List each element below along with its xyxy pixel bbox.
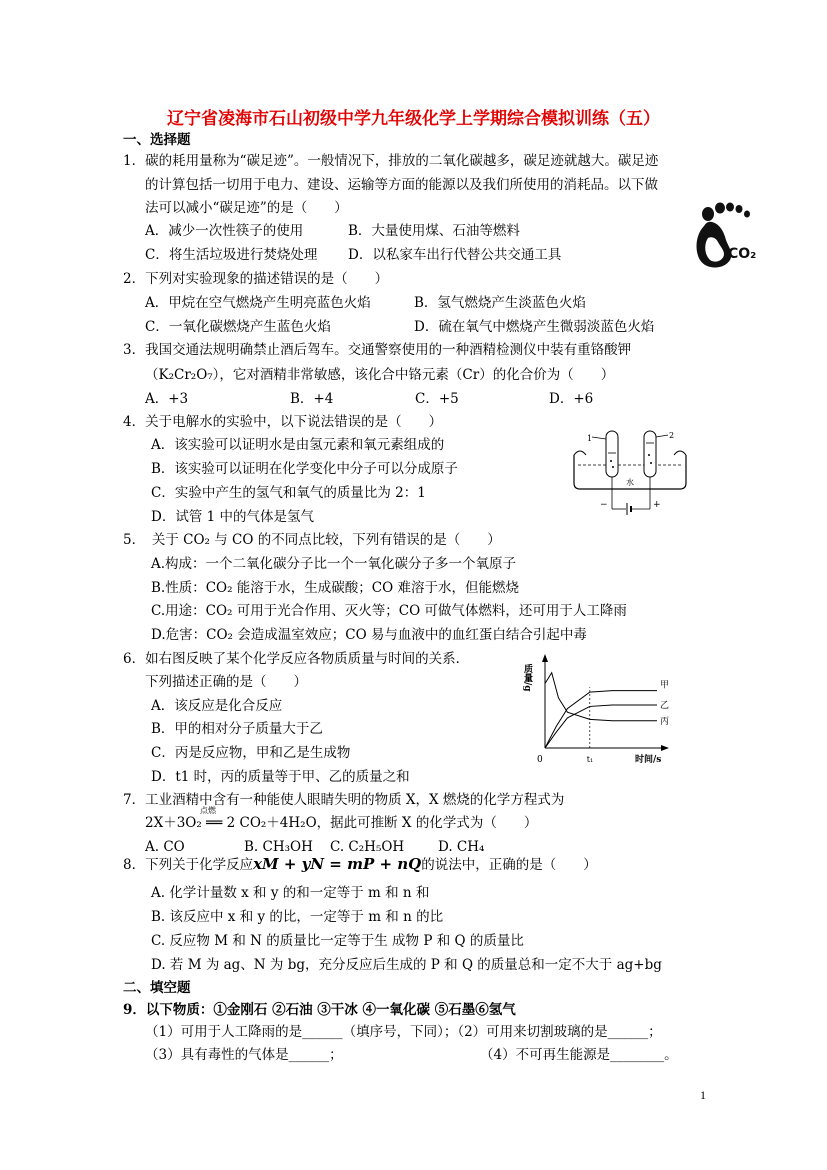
q8-equation: xM + yN = mP + nQ xyxy=(253,855,422,873)
q2-option-a: A．甲烷在空气燃烧产生明亮蓝色火焰 xyxy=(145,295,371,311)
q5-stem: 5． 关于 CO₂ 与 CO 的不同点比较，下列有错误的是（ ） xyxy=(123,532,501,548)
q4-option-a: A．该实验可以证明水是由氢元素和氧元素组成的 xyxy=(151,437,445,453)
q1-line2: 的计算包括一切用于电力、建设、运输等方面的能源以及我们所使用的消耗品。以下做 xyxy=(145,177,658,193)
q6-option-a: A．该反应是化合反应 xyxy=(151,698,283,714)
positive-terminal-label: + xyxy=(653,500,661,510)
co2-footprint-icon xyxy=(690,198,760,273)
q2-stem: 2．下列对实验现象的描述错误的是（ ） xyxy=(123,271,389,287)
negative-terminal-label: − xyxy=(600,500,608,510)
q9-part3: （3）具有毒性的气体是______； xyxy=(145,1047,343,1063)
tube-1-label: 1 xyxy=(587,434,593,443)
water-label: 水 xyxy=(626,478,634,487)
series-label-2: 丙 xyxy=(660,716,670,727)
q7-option-d: D. CH₄ xyxy=(438,839,485,855)
q9-part4: （4）不可再生能源是________。 xyxy=(480,1047,678,1063)
q9-part1-2: （1）可用于人工降雨的是______（填序号，下同）；（2）可用来切割玻璃的是______； xyxy=(145,1024,662,1040)
y-axis-label: 质量/g xyxy=(522,664,532,692)
q8-stem-pre: 8．下列关于化学反应 xyxy=(123,857,254,873)
q7-line1: 7．工业酒精中含有一种能使人眼睛失明的物质 X，X 燃烧的化学方程式为 xyxy=(123,792,565,808)
page-title: 辽宁省凌海市石山初级中学九年级化学上学期综合模拟训练（五） xyxy=(167,109,660,129)
section-heading-choice: 一、选择题 xyxy=(123,132,191,148)
q5-option-d: D.危害：CO₂ 会造成温室效应；CO 易与血液中的血红蛋白结合引起中毒 xyxy=(151,627,587,643)
q1-line1: 1．碳的耗用量称为“碳足迹”。一般情况下，排放的二氧化碳越多，碳足迹就越大。碳足迹 xyxy=(123,153,659,169)
q1-option-a: A．减少一次性筷子的使用 xyxy=(145,223,304,239)
q1-option-d: D．以私家车出行代替公共交通工具 xyxy=(348,247,562,263)
q3-option-b: B．+4 xyxy=(290,391,334,407)
series-label-1: 乙 xyxy=(660,701,670,711)
q6-option-d: D．t1 时，丙的质量等于甲、乙的质量之和 xyxy=(151,769,410,785)
q8-option-d: D. 若 M 为 ag、N 为 bg，充分反应后生成的 P 和 Q 的质量总和一定不大于 ag+bg xyxy=(151,957,662,973)
q4-option-b: B．该实验可以证明在化学变化中分子可以分成原子 xyxy=(151,461,458,477)
q7-option-b: B. CH₃OH xyxy=(244,839,313,855)
q8-option-a: A. 化学计量数 x 和 y 的和一定等于 m 和 n 和 xyxy=(151,885,430,901)
q3-line1: 3．我国交通法规明确禁止酒后驾车。交通警察使用的一种酒精检测仪中装有重铬酸钾 xyxy=(123,342,632,358)
q7-equation: 2X＋3O₂ ══ 2 CO₂＋4H₂O，据此可推断 X 的化学式为（ ） xyxy=(145,815,538,831)
q5-option-b: B.性质：CO₂ 能溶于水，生成碳酸；CO 难溶于水，但能燃烧 xyxy=(151,580,519,596)
section-heading-fill: 二、填空题 xyxy=(123,980,191,996)
q2-option-b: B．氢气燃烧产生淡蓝色火焰 xyxy=(414,295,586,311)
q1-option-b: B．大量使用煤、石油等燃料 xyxy=(348,223,520,239)
q3-option-d: D．+6 xyxy=(549,391,594,407)
q6-line2: 下列描述正确的是（ ） xyxy=(145,674,307,690)
q4-option-c: C．实验中产生的氢气和氧气的质量比为 2：1 xyxy=(151,485,426,501)
tube-2-label: 2 xyxy=(669,431,675,440)
q3-option-a: A．+3 xyxy=(145,391,189,407)
q7-option-c: C. C₂H₅OH xyxy=(330,839,405,855)
q2-option-c: C．一氧化碳燃烧产生蓝色火焰 xyxy=(145,319,331,335)
q5-option-a: A.构成：一个二氧化碳分子比一个一氧化碳分子多一个氧原子 xyxy=(151,556,517,572)
q8-option-c: C. 反应物 M 和 N 的质量比一定等于生 成物 P 和 Q 的质量比 xyxy=(151,933,524,949)
x-axis-label: 时间/s xyxy=(635,755,662,765)
q3-line2: （K₂Cr₂O₇），它对酒精非常敏感，该化合中铬元素（Cr）的化合价为（ ） xyxy=(145,367,615,383)
series-line-0 xyxy=(545,691,657,748)
q7-option-a: A. CO xyxy=(145,839,185,855)
q6-line1: 6．如右图反映了某个化学反应各物质质量与时间的关系． xyxy=(123,651,470,667)
q6-option-b: B．甲的相对分子质量大于乙 xyxy=(151,721,323,737)
origin-label: 0 xyxy=(537,755,543,765)
series-line-2 xyxy=(545,673,657,721)
mass-time-chart xyxy=(522,652,675,770)
q2-option-d: D．硫在氧气中燃烧产生微弱淡蓝色火焰 xyxy=(414,319,655,335)
q9-stem: 9．以下物质：①金刚石 ②石油 ③干冰 ④一氧化碳 ⑤石墨⑥氢气 xyxy=(123,1002,516,1018)
q4-stem: 4．关于电解水的实验中，以下说法错误的是（ ） xyxy=(123,414,443,430)
q8-stem xyxy=(123,855,597,874)
q6-option-c: C．丙是反应物，甲和乙是生成物 xyxy=(151,745,351,761)
q5-option-c: C.用途：CO₂ 可用于光合作用、灭火等；CO 可做气体燃料，还可用于人工降雨 xyxy=(151,603,627,619)
q8-option-b: B. 该反应中 x 和 y 的比，一定等于 m 和 n 的比 xyxy=(151,909,444,925)
page-number: 1 xyxy=(700,1088,706,1102)
q4-option-d: D．试管 1 中的气体是氢气 xyxy=(151,509,314,525)
electrolysis-apparatus-diagram xyxy=(570,425,690,520)
t1-label: t₁ xyxy=(586,755,594,764)
q1-line3: 法可以减小“碳足迹”的是（ ） xyxy=(145,200,348,216)
series-line-1 xyxy=(545,705,657,748)
q7-condition: 点燃 xyxy=(200,806,216,815)
series-label-0: 甲 xyxy=(660,680,670,691)
q1-option-c: C．将生活垃圾进行焚烧处理 xyxy=(145,247,318,263)
q8-stem-post: 的说法中，正确的是（ ） xyxy=(421,857,597,873)
co2-logo-text: CO₂ xyxy=(728,246,757,262)
q3-option-c: C．+5 xyxy=(415,391,459,407)
